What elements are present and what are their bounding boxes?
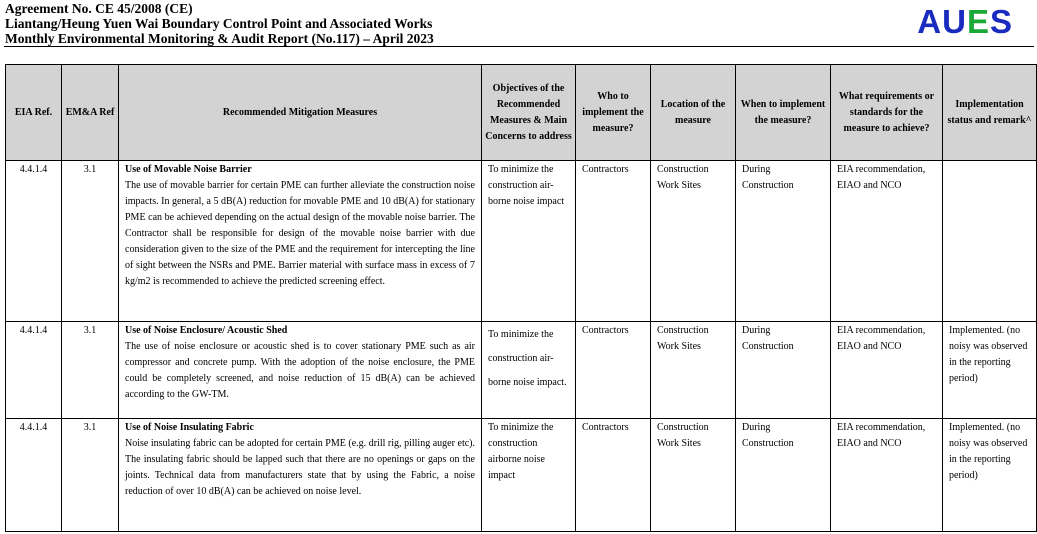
table-header-row xyxy=(6,65,1037,161)
cell-objective: To minimize the construction airborne noise impact xyxy=(482,419,576,532)
cell-location: Construction Work Sites xyxy=(651,161,736,322)
logo-letter-a: A xyxy=(917,3,943,40)
cell-status: Implemented. (no noisy was observed in the reporting period) xyxy=(943,322,1037,419)
cell-eia-ref: 4.4.1.4 xyxy=(6,419,62,532)
cell-who: Contractors xyxy=(576,419,651,532)
measure-body: The use of noise enclosure or acoustic shed is to cover stationary PME such as air compressor and concrete pump. With the adoption of the noise enclosure, the PME could be completely screened, and noise reduction of 15 dB(A) can be achieved according to the GW-TM. xyxy=(125,341,475,400)
measure-body: The use of movable barrier for certain PME can further alleviate the construction noise impacts. In general, a 5 dB(A) reduction for movable PME and 10 dB(A) for stationary PME can be achieved depending on the actual design of the movable noise barrier. The Contractor shall be responsible for design of the movable noise barrier with due consideration given to the size of the PME and the requirement for intercepting the line of sight between the NSRs and PME. Barrier material with surface mass in excess of 7 kg/m2 is recommended to achieve the predicted screening effect. xyxy=(125,180,475,287)
measure-title: Use of Noise Enclosure/ Acoustic Shed xyxy=(125,325,288,336)
cell-location: Construction Work Sites xyxy=(651,322,736,419)
cell-status: Implemented. (no noisy was observed in the reporting period) xyxy=(943,419,1037,532)
col-status: Implementation status and remark^ xyxy=(943,65,1037,161)
table-row xyxy=(6,322,1037,419)
report-header xyxy=(0,0,1037,46)
report-title: Monthly Environmental Monitoring & Audit Report (No.117) – April 2023 xyxy=(5,31,434,46)
cell-measure xyxy=(119,322,482,419)
cell-requirements: EIA recommendation, EIAO and NCO xyxy=(831,419,943,532)
cell-requirements: EIA recommendation, EIAO and NCO xyxy=(831,161,943,322)
cell-who: Contractors xyxy=(576,322,651,419)
col-eia-ref: EIA Ref. xyxy=(6,65,62,161)
logo-letter-s: S xyxy=(989,3,1013,40)
col-ema-ref: EM&A Ref xyxy=(62,65,119,161)
cell-when: During Construction xyxy=(736,161,831,322)
cell-who: Contractors xyxy=(576,161,651,322)
col-measures: Recommended Mitigation Measures xyxy=(119,65,482,161)
table-row xyxy=(6,161,1037,322)
cell-measure xyxy=(119,161,482,322)
cell-objective: To minimize the construction air-borne noise impact. xyxy=(482,322,576,419)
mitigation-measures-table xyxy=(5,64,1037,532)
col-objectives: Objectives of the Recommended Measures & Main Concerns to address xyxy=(482,65,576,161)
aues-logo xyxy=(917,3,1013,41)
col-when: When to implement the measure? xyxy=(736,65,831,161)
cell-eia-ref: 4.4.1.4 xyxy=(6,161,62,322)
cell-when: During Construction xyxy=(736,322,831,419)
cell-when: During Construction xyxy=(736,419,831,532)
measure-title: Use of Movable Noise Barrier xyxy=(125,164,252,175)
measure-body: Noise insulating fabric can be adopted for certain PME (e.g. drill rig, pilling auger etc). The insulating fabric should be lapped such that there are no openings or gaps on the joints. Technical data from manufacturers state that by using the Fabric, a noise reduction of over 10 dB(A) can be achieved on noise level. xyxy=(125,438,475,497)
logo-letter-u: U xyxy=(942,3,967,40)
col-requirements: What requirements or standards for the measure to achieve? xyxy=(831,65,943,161)
cell-eia-ref: 4.4.1.4 xyxy=(6,322,62,419)
cell-ema-ref: 3.1 xyxy=(62,161,119,322)
cell-status xyxy=(943,161,1037,322)
cell-ema-ref: 3.1 xyxy=(62,419,119,532)
cell-location: Construction Work Sites xyxy=(651,419,736,532)
cell-objective: To minimize the construction air-borne noise impact xyxy=(482,161,576,322)
logo-letter-e: E xyxy=(966,3,990,40)
agreement-number: Agreement No. CE 45/2008 (CE) xyxy=(5,1,193,16)
cell-requirements: EIA recommendation, EIAO and NCO xyxy=(831,322,943,419)
project-title: Liantang/Heung Yuen Wai Boundary Control Point and Associated Works xyxy=(5,16,433,31)
header-divider xyxy=(4,46,1034,47)
col-who: Who to implement the measure? xyxy=(576,65,651,161)
cell-measure xyxy=(119,419,482,532)
table-row xyxy=(6,419,1037,532)
measure-title: Use of Noise Insulating Fabric xyxy=(125,422,254,433)
col-location: Location of the measure xyxy=(651,65,736,161)
cell-ema-ref: 3.1 xyxy=(62,322,119,419)
